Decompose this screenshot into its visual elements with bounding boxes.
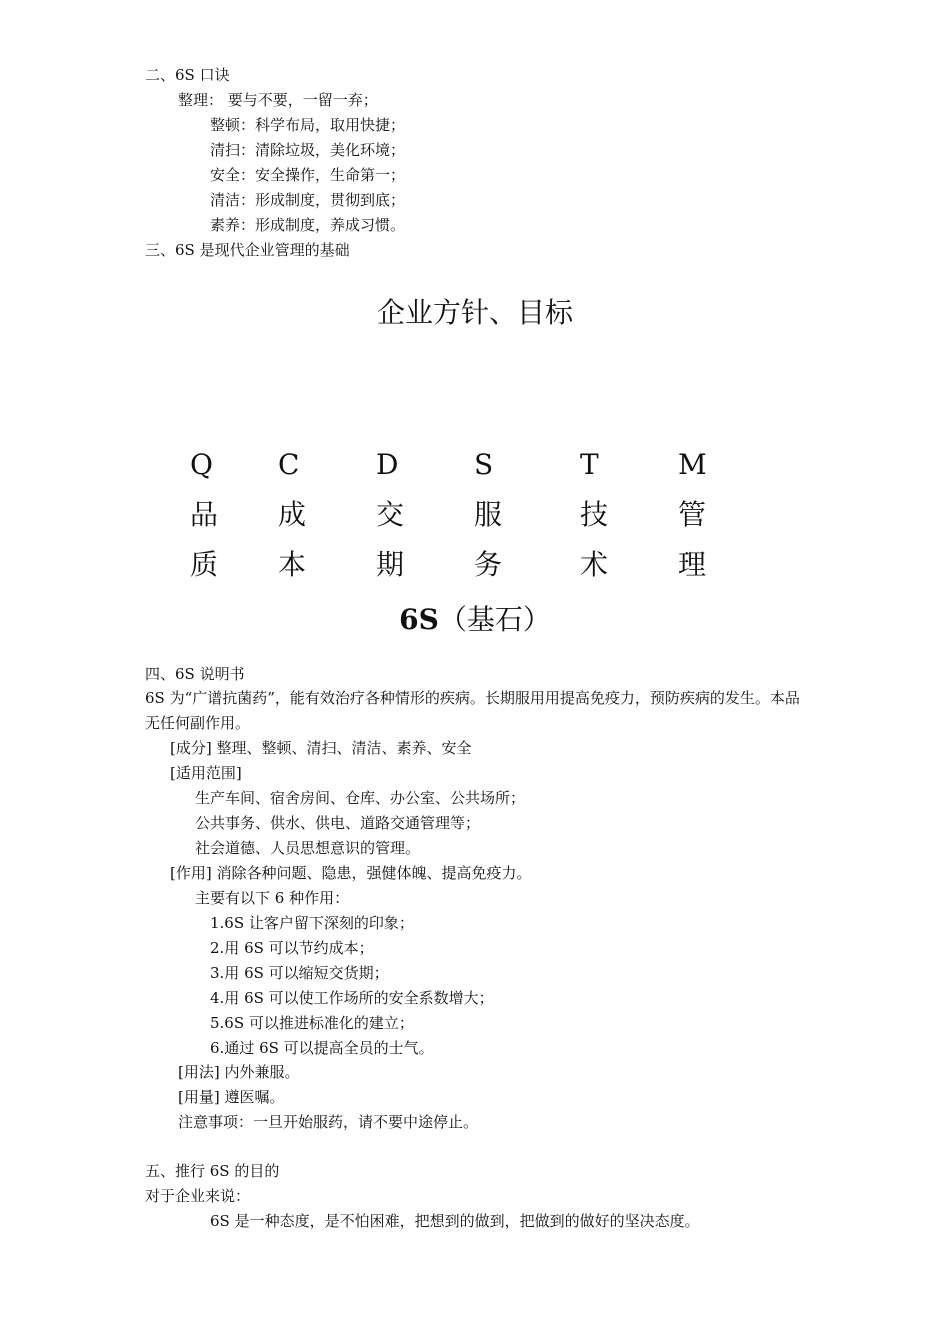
effect-item-1: 1.6S 让客户留下深刻的印象； — [210, 914, 414, 932]
letter-m: M — [678, 448, 707, 481]
dosage-line: [用量] 遵医嘱。 — [178, 1088, 285, 1106]
word-1-5: 技 — [580, 498, 609, 531]
word-1-4: 服 — [474, 498, 503, 531]
foundation-rest: （基石） — [438, 603, 551, 636]
section5-heading: 五、推行 6S 的目的 — [145, 1162, 280, 1180]
usage-line: [用法] 内外兼服。 — [178, 1063, 300, 1081]
section5-sub: 对于企业来说： — [145, 1187, 251, 1205]
effect-item-6: 6.通过 6S 可以提高全员的士气。 — [210, 1039, 434, 1057]
scope-item-2: 公共事务、供水、供电、道路交通管理等； — [195, 814, 481, 832]
effect-item-2: 2.用 6S 可以节约成本； — [210, 939, 374, 957]
notice-line: 注意事项：一旦开始服药，请不要中途停止。 — [178, 1113, 479, 1131]
foundation-bold: 6S — [399, 603, 439, 636]
letter-s: S — [474, 448, 494, 481]
letter-d: D — [376, 448, 399, 481]
section4-heading: 四、6S 说明书 — [145, 665, 245, 683]
mnemonic-line-5: 清洁：形成制度，贯彻到底； — [210, 191, 406, 209]
mnemonic-line-4: 安全：安全操作，生命第一； — [210, 166, 406, 184]
effect-sub: 主要有以下 6 种作用： — [195, 889, 350, 907]
mnemonic-line-6: 素养：形成制度，养成习惯。 — [210, 216, 406, 234]
letters-row — [190, 440, 750, 490]
scope-label: [适用范围] — [170, 764, 242, 782]
scope-item-3: 社会道德、人员思想意识的管理。 — [195, 839, 421, 857]
word-2-4: 务 — [474, 548, 503, 581]
word-1-3: 交 — [376, 498, 405, 531]
scope-item-1: 生产车间、宿舍房间、仓库、办公室、公共场所； — [195, 789, 526, 807]
word-2-6: 理 — [678, 548, 707, 581]
section4-intro: 6S 为“广谱抗菌药”，能有效治疗各种情形的疾病。长期服用用提高免疫力，预防疾病的发生。本品无任何副作用。 — [145, 689, 800, 732]
mnemonic-line-1: 整理： 要与不要，一留一弃； — [178, 91, 378, 109]
effect-line: [作用] 消除各种问题、隐患，强健体魄、提高免疫力。 — [170, 864, 532, 882]
qcdstm-grid — [190, 440, 750, 590]
section3-heading: 三、6S 是现代企业管理的基础 — [145, 241, 350, 259]
word-1-1: 品 — [190, 498, 219, 531]
section2-heading: 二、6S 口诀 — [145, 66, 230, 84]
word-1-6: 管 — [678, 498, 707, 531]
word-2-5: 术 — [580, 548, 609, 581]
effect-item-4: 4.用 6S 可以使工作场所的安全系数增大； — [210, 989, 494, 1007]
letter-t: T — [580, 448, 599, 481]
foundation-label — [0, 603, 950, 637]
letter-c: C — [278, 448, 300, 481]
section5-text: 6S 是一种态度，是不怕困难，把想到的做到，把做到的做好的坚决态度。 — [210, 1212, 700, 1230]
word-2-1: 质 — [190, 548, 219, 581]
word-2-2: 本 — [278, 548, 307, 581]
word-2-3: 期 — [376, 548, 405, 581]
mnemonic-line-2: 整顿：科学布局，取用快捷； — [210, 116, 406, 134]
ingredients-line: [成分] 整理、整顿、清扫、清洁、素养、安全 — [170, 739, 472, 757]
diagram-title: 企业方针、目标 — [376, 296, 573, 329]
effect-item-3: 3.用 6S 可以缩短交货期； — [210, 964, 389, 982]
letter-q: Q — [190, 448, 213, 481]
word-1-2: 成 — [278, 498, 307, 531]
effect-item-5: 5.6S 可以推进标准化的建立； — [210, 1014, 414, 1032]
words-row-2 — [190, 540, 750, 590]
words-row-1 — [190, 490, 750, 540]
mnemonic-line-3: 清扫：清除垃圾，美化环境； — [210, 141, 406, 159]
